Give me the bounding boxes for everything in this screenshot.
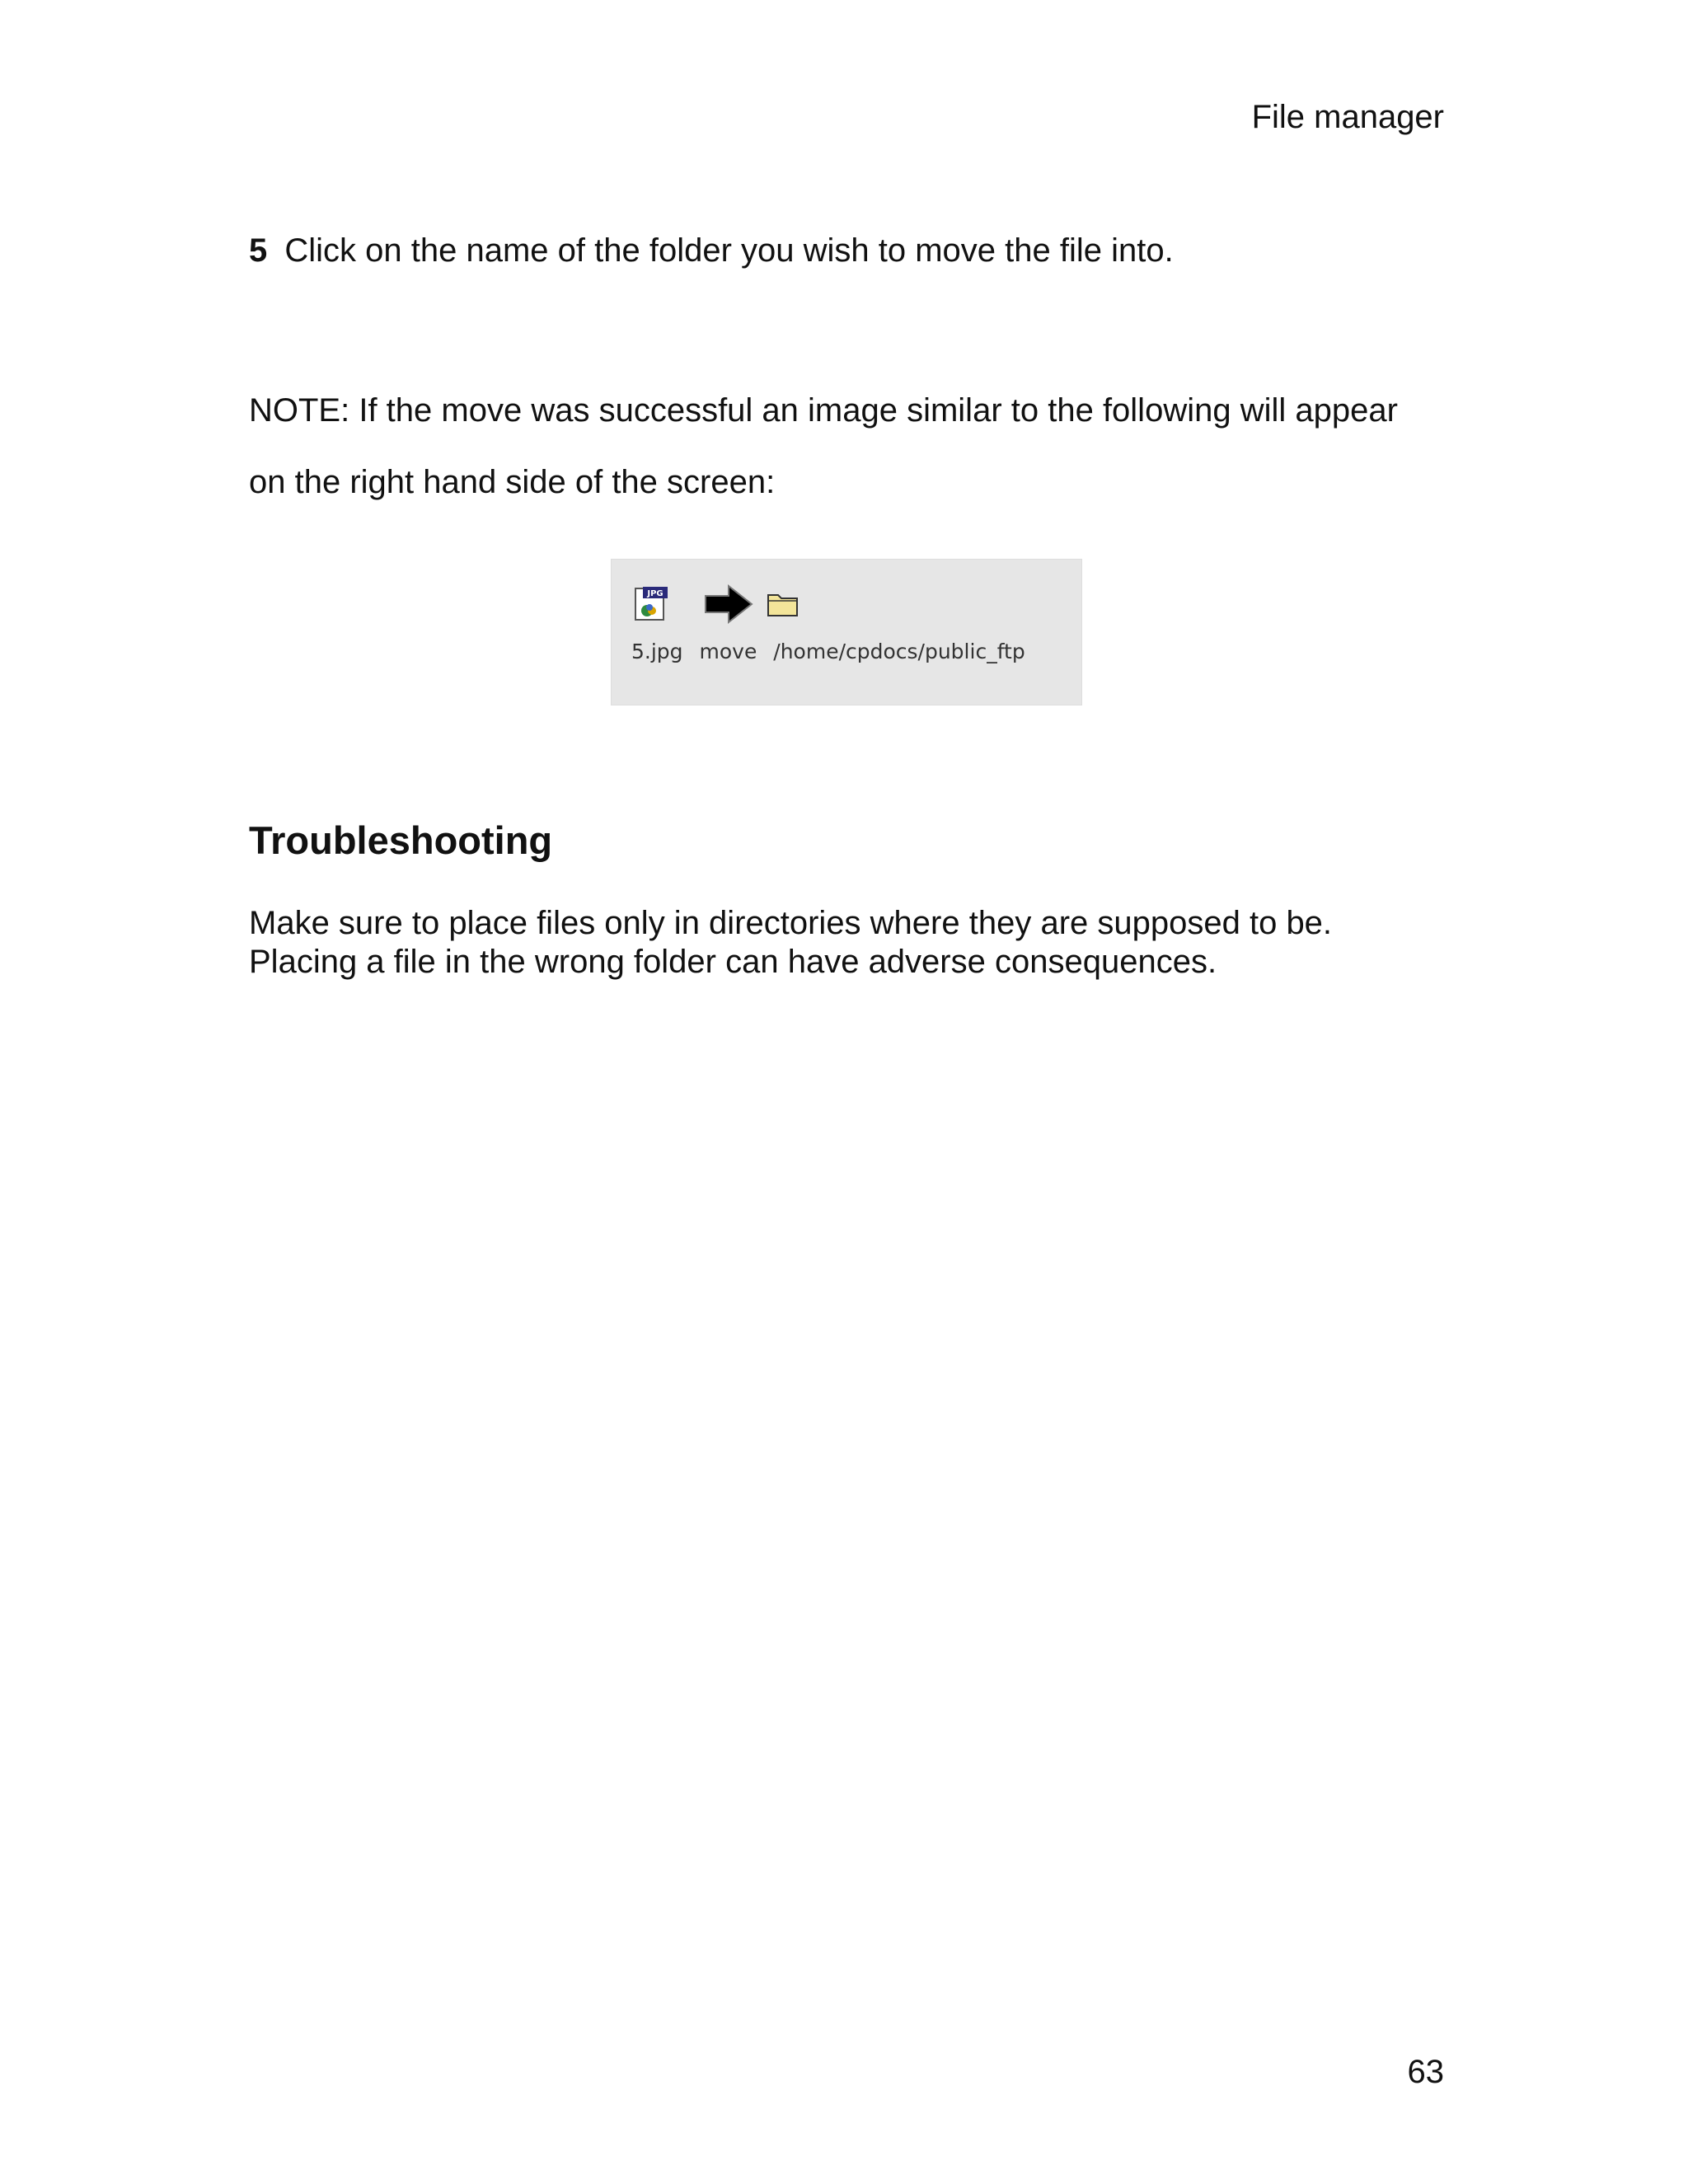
note-line-2: on the right hand side of the screen: bbox=[249, 464, 776, 500]
folder-icon bbox=[767, 590, 799, 618]
step-number: 5 bbox=[249, 232, 268, 269]
jpg-file-icon bbox=[633, 586, 669, 622]
page-number: 63 bbox=[1407, 2054, 1444, 2090]
note-line-1: NOTE: If the move was successful an image similar to the following will appear bbox=[249, 392, 1398, 429]
move-destination: /home/cpdocs/public_ftp bbox=[773, 640, 1025, 663]
troubleshooting-line-1: Make sure to place files only in directories where they are supposed to be. bbox=[249, 905, 1333, 941]
move-caption bbox=[631, 639, 1025, 665]
troubleshooting-line-2: Placing a file in the wrong folder can have adverse consequences. bbox=[249, 944, 1217, 980]
jpg-badge-label: JPG bbox=[647, 589, 663, 598]
moved-file-name: 5.jpg bbox=[631, 640, 683, 663]
running-header: File manager bbox=[1251, 99, 1444, 135]
arrow-right-icon bbox=[702, 583, 755, 626]
troubleshooting-heading: Troubleshooting bbox=[249, 818, 553, 862]
note-paragraph bbox=[249, 375, 1469, 518]
step-text: Click on the name of the folder you wish to move the file into. bbox=[284, 232, 1174, 269]
step-5 bbox=[249, 231, 1174, 270]
move-result-screenshot bbox=[611, 559, 1082, 705]
move-action: move bbox=[699, 640, 757, 663]
troubleshooting-paragraph bbox=[249, 904, 1485, 982]
move-icons bbox=[633, 583, 799, 626]
